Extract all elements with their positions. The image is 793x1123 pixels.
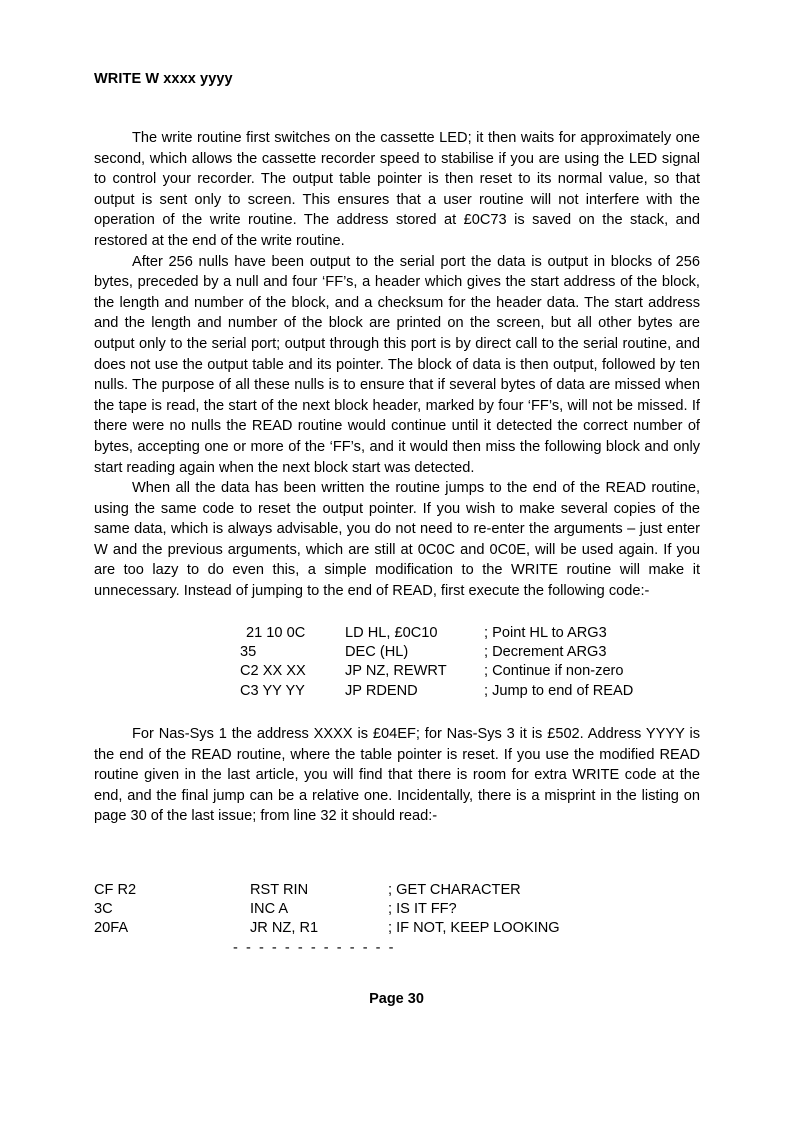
paragraph-reuse-arguments: When all the data has been written the routine jumps to the end of the READ routine, using the same code to reset the output pointer. If you wish to make several copies of the same data, which is always advisable, you do not need to re-enter the arguments – just enter W and the previous arguments, which are still at 0C0C and 0C0E, will be used again. If you are too lazy to do even this, a simple modification to the WRITE routine will make it unnecessary. Instead of jumping to the end of READ, first execute the following code:- [94, 480, 700, 600]
code-listing-patch [94, 624, 700, 701]
code-mnemonic: JR NZ, R1 [250, 920, 319, 937]
body-paragraph-group-2 [94, 724, 700, 827]
code-row [94, 919, 700, 938]
code-comment: ; Jump to end of READ [484, 682, 634, 699]
code-comment: ; Decrement ARG3 [484, 644, 607, 661]
code-row [94, 624, 700, 643]
page-title: WRITE W xxxx yyyy [94, 71, 233, 87]
code-comment: ; Continue if non-zero [484, 663, 624, 680]
code-hex: 3C [94, 901, 113, 918]
code-mnemonic: JP NZ, REWRT [345, 663, 447, 680]
dashed-separator: - - - - - - - - - - - - - [233, 940, 394, 956]
code-comment: ; GET CHARACTER [388, 882, 521, 898]
paragraph-addresses: For Nas-Sys 1 the address XXXX is £04EF; for Nas-Sys 3 it is £502. Address YYYY is the end of the READ routine, where the table pointer is reset. If you use the modified READ routine given in the last article, you will find that there is room for extra WRITE code at the end, and the final jump can be a relative one. Incidentally, there is a misprint in the listing on page 30 of the last issue; from line 32 it should read:- [94, 726, 700, 825]
code-comment: ; IS IT FF? [388, 901, 457, 918]
code-row [94, 881, 700, 900]
code-comment: ; Point HL to ARG3 [484, 625, 607, 641]
code-hex: C2 XX XX [240, 663, 306, 680]
code-mnemonic: INC A [250, 901, 289, 918]
code-listing-correction [94, 881, 700, 939]
paragraph-intro: The write routine first switches on the cassette LED; it then waits for approximately one second, which allows the cassette recorder speed to stabilise if you are using the LED signal to control your recorder. The output table pointer is then reset to its normal value, so that output is sent only to screen. This ensures that a user routine will not interfere with the operation of the write routine. The address stored at £0C73 is saved on the stack, and restored at the end of the write routine. [94, 130, 700, 249]
code-mnemonic: RST RIN [250, 882, 309, 898]
code-hex: 35 [240, 644, 257, 661]
code-hex: 20FA [94, 920, 129, 937]
code-mnemonic: DEC (HL) [345, 644, 409, 661]
code-row [94, 682, 700, 701]
page-footer: Page 30 [369, 991, 424, 1007]
code-row [94, 643, 700, 662]
body-paragraph-group-1 [94, 128, 700, 602]
code-comment: ; IF NOT, KEEP LOOKING [388, 920, 560, 937]
paragraph-block-format: After 256 nulls have been output to the serial port the data is output in blocks of 256 bytes, preceded by a null and four ‘FF’s, a header which gives the start address of the block, the length and number of the block, and a checksum for the header data. The start address and the length and number of the block are printed on the screen, but all other bytes are output only to the serial port; output through this port is by direct call to the serial routine, and does not use the output table and its pointer. The block of data is then output, followed by ten nulls. The purpose of all these nulls is to ensure that if several bytes of data are missed when the tape is read, the start of the next block header, marked by four ‘FF’s, will not be missed. If there were no nulls the READ routine would continue until it detected the correct number of bytes, accepting one or more of the ‘FF’s, and it would then miss the following block and only start reading again when the next block start was detected. [94, 253, 700, 476]
code-hex: C3 YY YY [240, 682, 305, 699]
code-row [94, 662, 700, 681]
code-mnemonic: LD HL, £0C10 [345, 625, 438, 641]
listing-separator-row [94, 939, 700, 958]
code-hex: CF R2 [94, 882, 137, 898]
code-hex: 21 10 0C [246, 625, 306, 641]
code-mnemonic: JP RDEND [345, 682, 418, 699]
code-row [94, 900, 700, 919]
